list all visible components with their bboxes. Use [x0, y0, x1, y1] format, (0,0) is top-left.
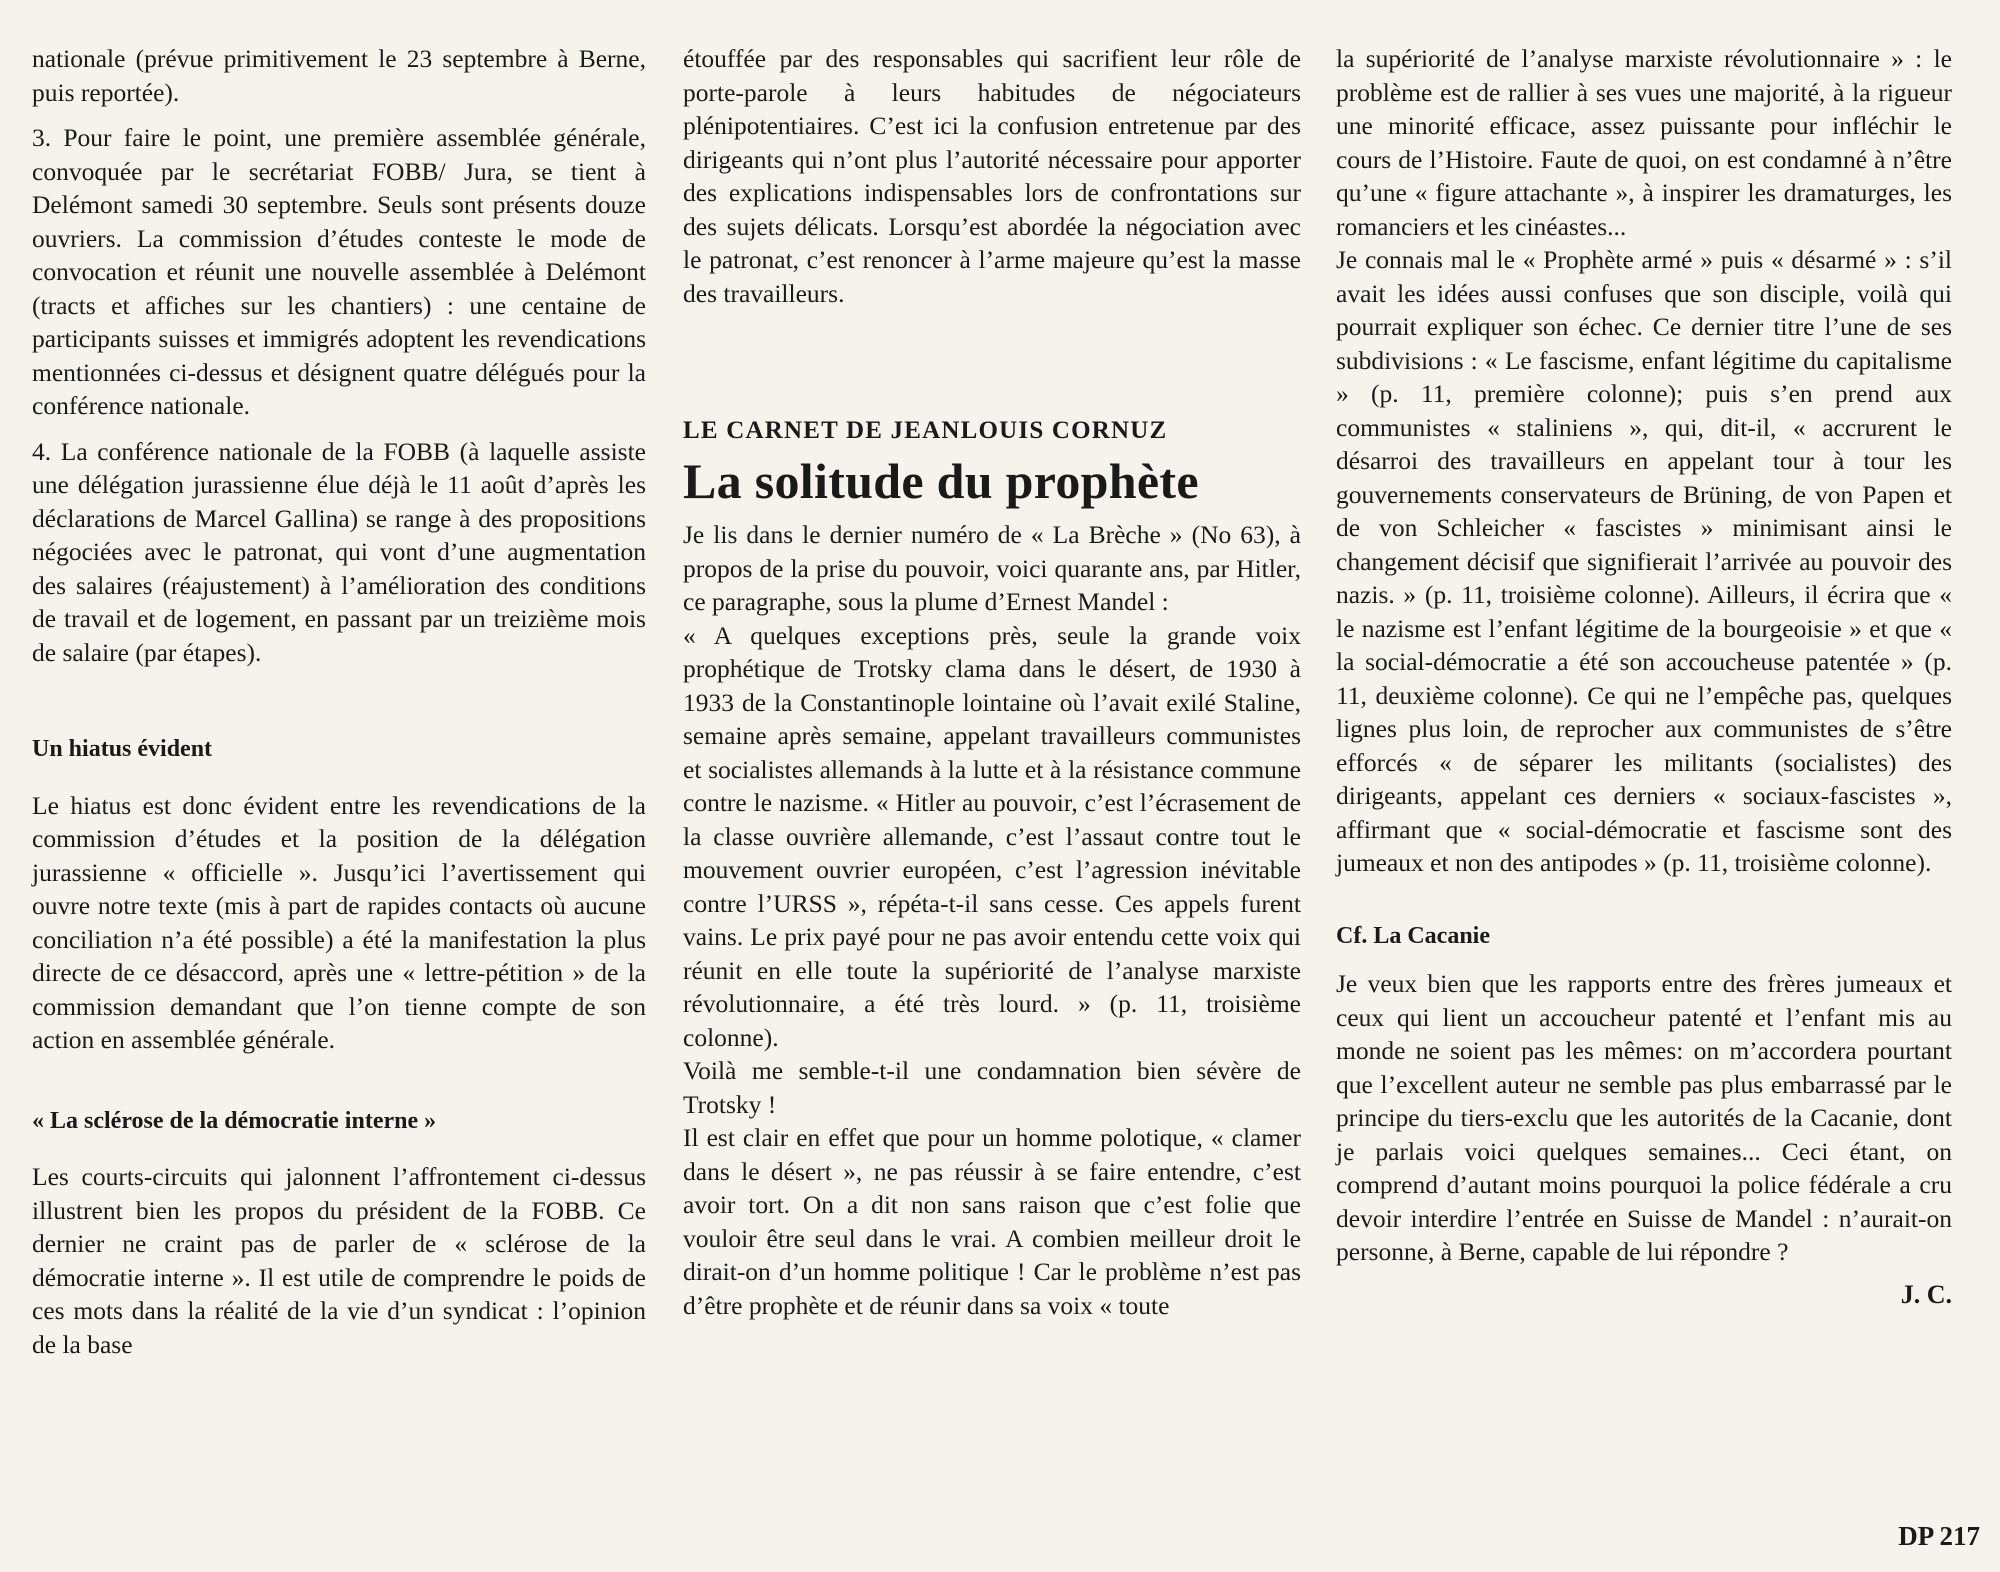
paragraph: étouffée par des responsables qui sacrifient leur rôle de porte-parole à leurs habitudes de négociateurs plénipotentiaires. C’est ici la confusion entretenue par des dirigeants qui n’ont plus l’autorité nécessaire pour apporter des explications indispensables lors de confrontations sur des sujets délicats. Lorsqu’est abordée la négociation avec le patronat, c’est renoncer à l’arme majeure qu’est la masse des travailleurs. — [683, 44, 1301, 308]
paragraph: nationale (prévue primitivement le 23 septembre à Berne, puis reportée). — [32, 44, 646, 107]
article-headline: La solitude du prophète — [683, 453, 1199, 509]
paragraph: Je connais mal le « Prophète armé » puis « désarmé » : s’il avait les idées aussi confuses que son disciple, voilà qui pourrait expliquer son échec. Ce dernier titre l’une de ses subdivisions : « Le fascisme, enfant légitime du capitalisme » (p. 11, première colonne); puis s’en prend aux communistes « staliniens », qui, dit-il, « accrurent le désarroi des travailleurs en appelant tour à tour les gouvernements conservateurs de Brüning, de von Papen et de von Schleicher « fascistes » minimisant ainsi le changement décisif que signifierait l’arrivée au pouvoir des nazis. » (p. 11, troisième colonne). Ailleurs, il écrira que « le nazisme est l’enfant légitime de la bourgeoisie » et que « la social-démocratie a été son accoucheuse patentée » (p. 11, deuxième colonne). Ce qui ne l’empêche pas, quelques lignes plus loin, de reprocher aux communistes de s’être efforcés « de séparer les militants (socialistes) des dirigeants, appelant ces derniers « sociaux-fascistes », affirmant que « social-démocratie et fascisme sont des jumeaux et non des antipodes » (p. 11, troisième colonne). — [1336, 245, 1952, 877]
paragraph: Les courts-circuits qui jalonnent l’affrontement ci-dessus illustrent bien les propos du président de la FOBB. Ce dernier ne craint pas de parler de « sclérose de la démocratie interne ». Il est utile de comprendre le poids de ces mots dans la réalité de la vie d’un syndicat : l’opinion de la base — [32, 1162, 646, 1359]
page-folio: DP 217 — [1898, 1521, 1980, 1551]
paragraph: Il est clair en effet que pour un homme polotique, « clamer dans le désert », ne pas réussir à se faire entendre, c’est avoir tort. On a dit non sans raison que c’est folie que vouloir être seul dans le vrai. A combien meilleur droit le dirait-on d’un homme politique ! Car le problème n’est pas d’être prophète et de réunir dans sa voix « toute — [683, 1123, 1301, 1320]
section-heading: « La sclérose de la démocratie interne » — [32, 1107, 437, 1134]
paragraph: Voilà me semble-t-il une condamnation bien sévère de Trotsky ! — [683, 1056, 1301, 1119]
paragraph: 4. La conférence nationale de la FOBB (à laquelle assiste une délégation jurassienne élue déjà le 11 août d’après les déclarations de Marcel Gallina) se range à des propositions négociées avec le patronat, qui vont d’une augmentation des salaires (réajustement) à l’amélioration des conditions de travail et de logement, en passant par un treizième mois de salaire (par étapes). — [32, 436, 646, 667]
paragraph: Je lis dans le dernier numéro de « La Brèche » (No 63), à propos de la prise du pouvoir, voici quarante ans, par Hitler, ce paragraphe, sous la plume d’Ernest Mandel : — [683, 520, 1301, 616]
section-heading: Un hiatus évident — [32, 736, 213, 762]
paragraph: Je veux bien que les rapports entre des frères jumeaux et ceux qui lient un accoucheur patenté et l’enfant mis au monde ne soient pas les mêmes: on m’accordera pourtant que l’excellent auteur ne semble pas plus embarrassé par le principe du tiers-exclu que les autorités de la Cacanie, dont je parlais voici quelques semaines... Ceci étant, on comprend d’autant moins pourquoi la police fédérale a cru devoir interdire l’entrée en Suisse de Mandel : n’aurait-on personne, à Berne, capable de lui répondre ? — [1336, 969, 1952, 1266]
author-signature: J. C. — [1900, 1279, 1952, 1309]
paragraph: 3. Pour faire le point, une première assemblée générale, convoquée par le secrétariat FOBB/ Jura, se tient à Delémont samedi 30 septembre. Seuls sont présents douze ouvriers. La commission d’études conteste le mode de convocation et réunit une nouvelle assemblée à Delémont (tracts et affiches sur les chantiers) : une centaine de participants suisses et immigrés adoptent les revendications mentionnées ci-dessus et désignent quatre délégués pour la conférence nationale. — [32, 123, 646, 420]
column-right — [1336, 42, 1952, 1313]
paragraph: Le hiatus est donc évident entre les revendications de la commission d’études et la position de la délégation jurassienne « officielle ». Jusqu’ici l’avertissement qui ouvre notre texte (mis à part de rapides contacts où aucune conciliation n’a été possible) a été la manifestation la plus directe de ce désaccord, après une « lettre-pétition » de la commission demandant que l’on tienne compte de son action en assemblée générale. — [32, 790, 646, 1054]
column-left — [32, 42, 646, 1361]
paragraph: la supériorité de l’analyse marxiste révolutionnaire » : le problème est de rallier à ses vues une majorité, à la rigueur une minorité efficace, assez puissante pour infléchir le cours de l’Histoire. Faute de quoi, on est condamné à n’être qu’une « figure attachante », à inspirer les dramaturges, les romanciers et les cinéastes... — [1336, 44, 1952, 241]
section-heading: Cf. La Cacanie — [1336, 922, 1490, 949]
quote-paragraph: « A quelques exceptions près, seule la grande voix prophétique de Trotsky clama dans le désert, de 1930 à 1933 de la Constantinople lointaine où l’avait exilé Staline, semaine après semaine, appelant travailleurs communistes et socialistes allemands à la lutte et à la résistance commune contre le nazisme. « Hitler au pouvoir, c’est l’écrasement de la classe ouvrière allemande, c’est l’assaut contre tout le mouvement ouvrier européen, c’est l’agression inévitable contre l’URSS », répéta-t-il sans cesse. Ces appels furent vains. Le prix payé pour ne pas avoir entendu cette voix qui réunit en elle toute la supériorité de l’analyse marxiste révolutionnaire, a été très lourd. » (p. 11, troisième colonne). — [683, 620, 1301, 1052]
column-rubric: LE CARNET DE JEANLOUIS CORNUZ — [683, 417, 1168, 444]
column-middle — [683, 42, 1301, 1322]
